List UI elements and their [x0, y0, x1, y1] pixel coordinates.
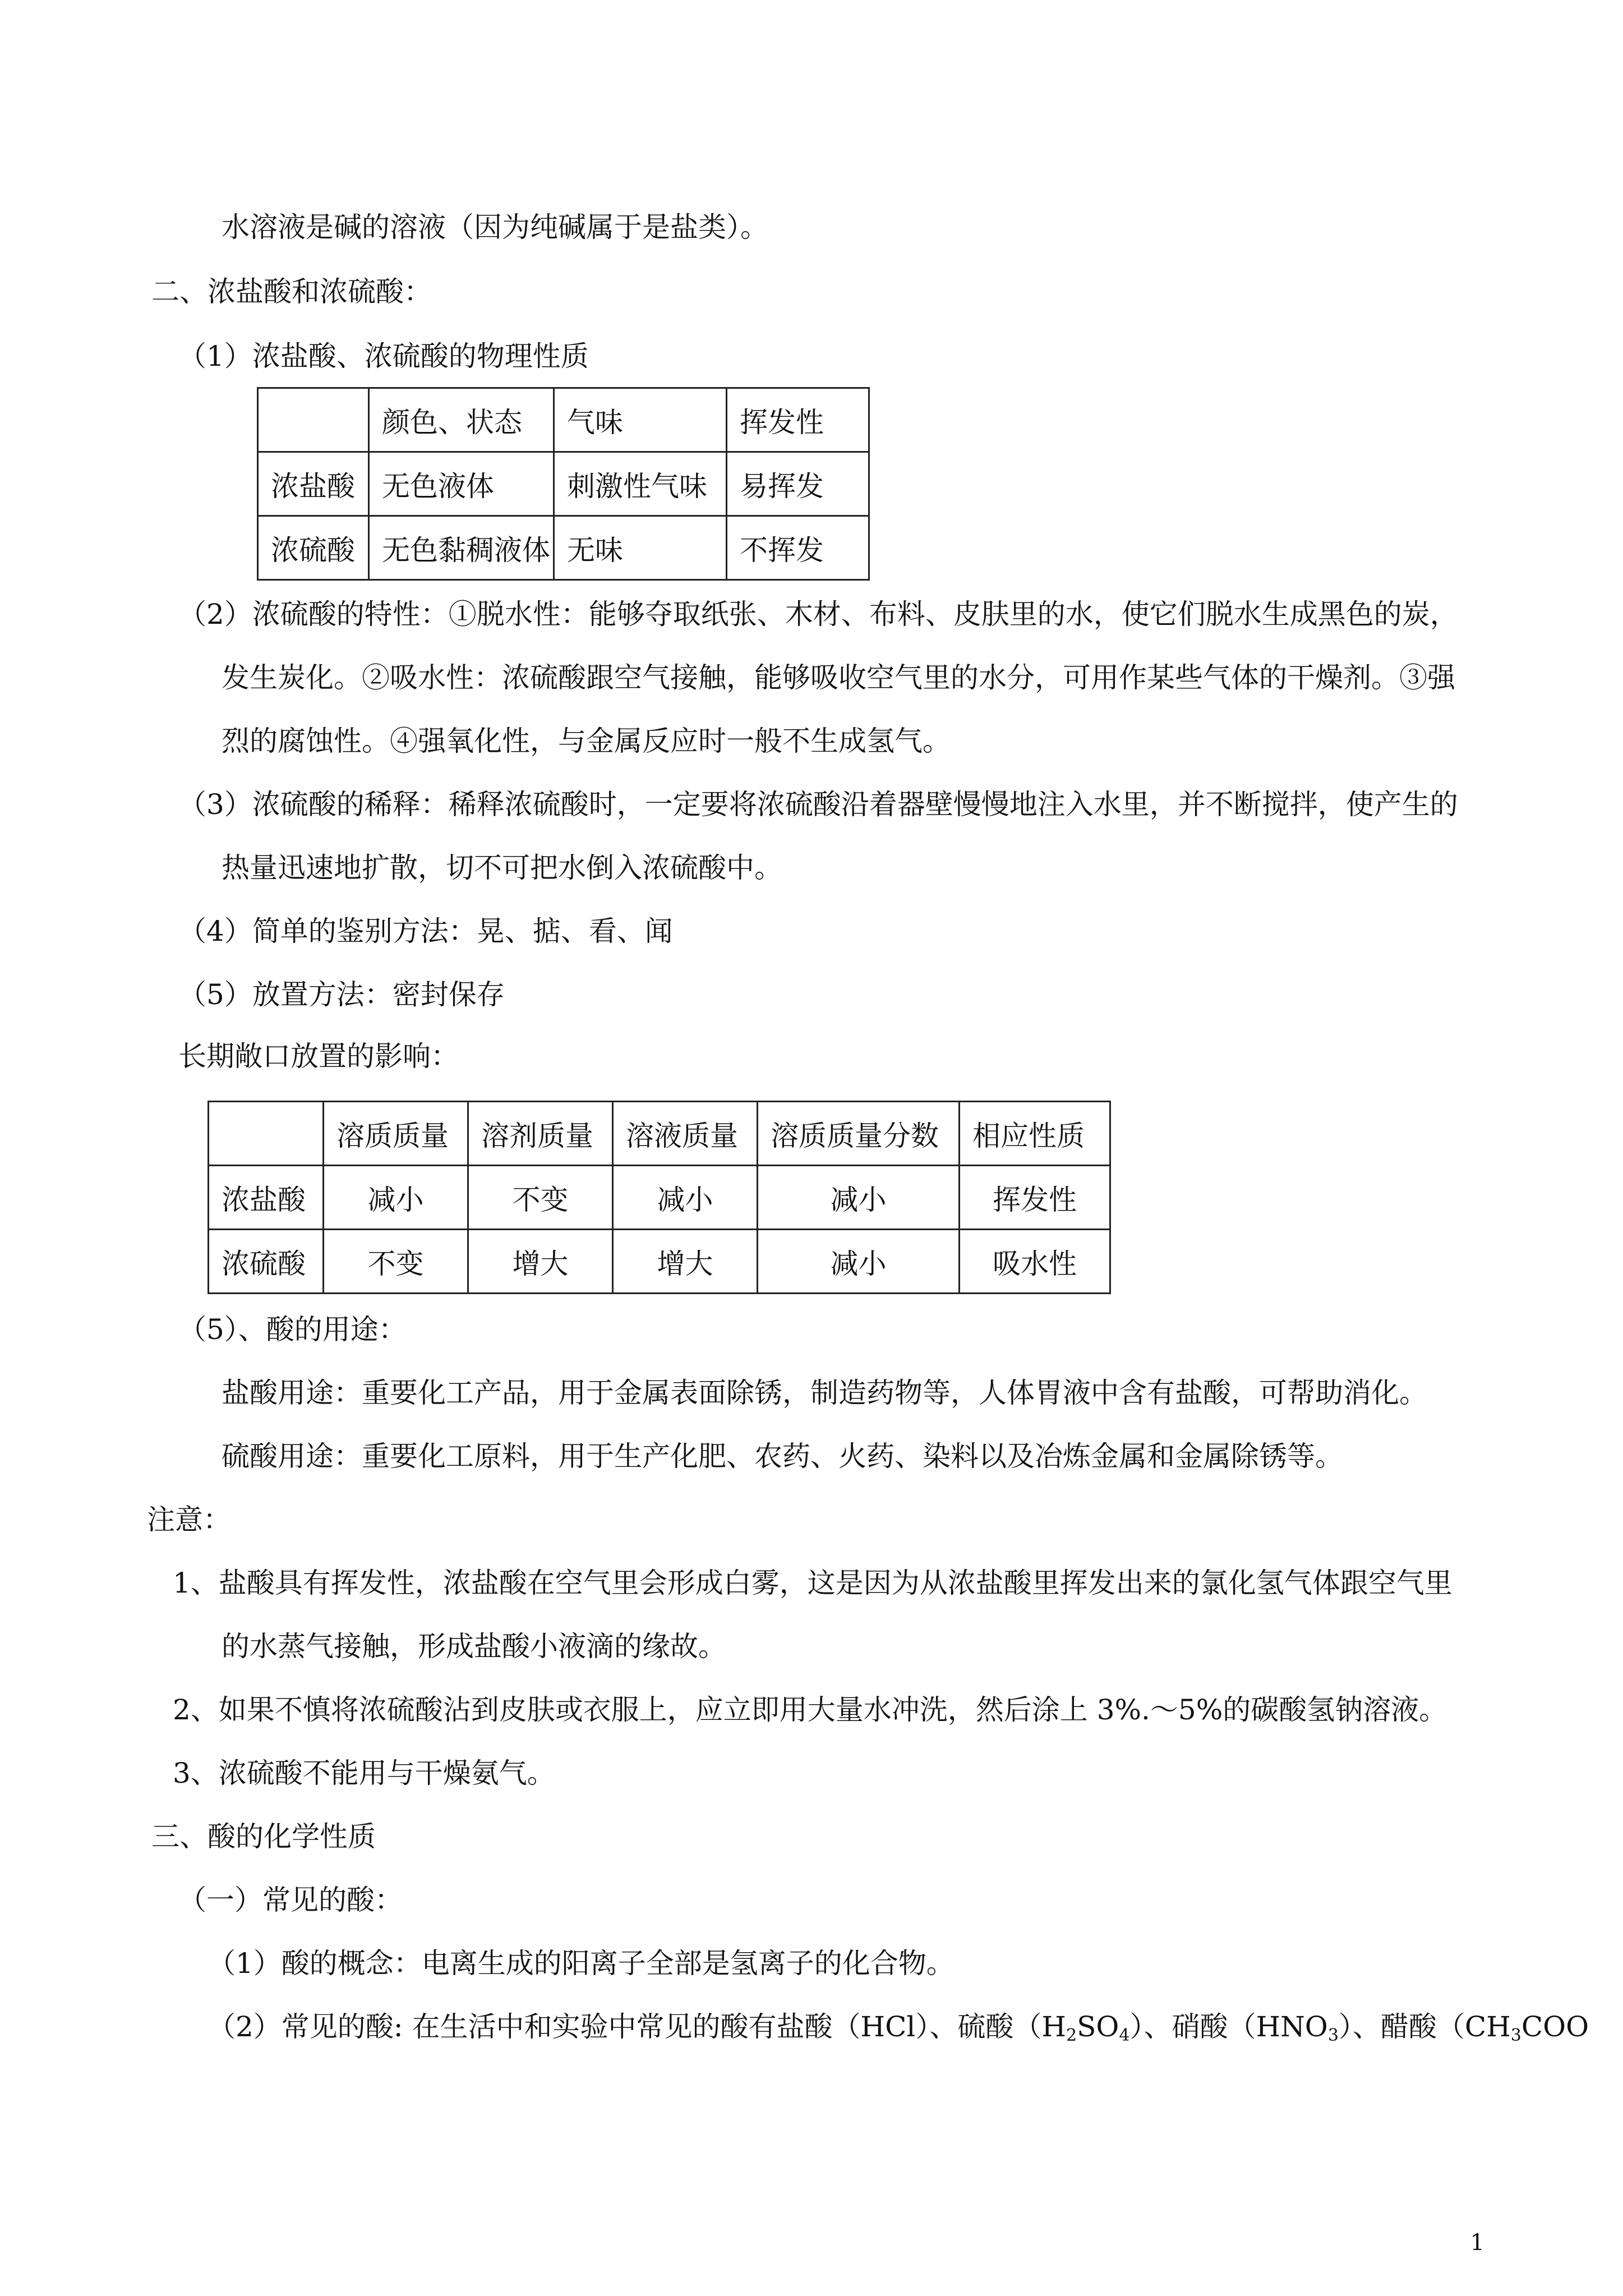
text-line: （1）酸的概念：电离生成的阳离子全部是氢离子的化合物。: [208, 1947, 955, 1980]
text-line: （4）简单的鉴别方法：晃、掂、看、闻: [178, 915, 673, 947]
text-line: 2、如果不慎将浓硫酸沾到皮肤或衣服上，应立即用大量水冲洗，然后涂上 3%.～5%的碳酸氢钠溶液。: [173, 1694, 1447, 1726]
table-cell: 减小: [758, 1230, 960, 1294]
text-line: （3）浓硫酸的稀释：稀释浓硫酸时，一定要将浓硫酸沿着器壁慢慢地注入水里，并不断搅拌，使产生的: [178, 788, 1458, 821]
table-cell: 减小: [324, 1166, 468, 1230]
table-cell: 相应性质: [960, 1102, 1110, 1166]
table-cell: 增大: [613, 1230, 758, 1294]
table-row: [258, 516, 869, 580]
text-line: 1、盐酸具有挥发性，浓盐酸在空气里会形成白雾，这是因为从浓盐酸里挥发出来的氯化氢气体跟空气里: [173, 1567, 1453, 1599]
table-cell: 增大: [468, 1230, 613, 1294]
table-cell: 不变: [324, 1230, 468, 1294]
text-line: （5）、酸的用途：: [178, 1313, 407, 1346]
text-fragment: COO: [1521, 2010, 1589, 2043]
table-cell: 吸水性: [960, 1230, 1110, 1294]
table-cell: 溶剂质量: [468, 1102, 613, 1166]
text-line: 3、浓硫酸不能用与干燥氨气。: [173, 1757, 555, 1789]
table-cell: 减小: [758, 1166, 960, 1230]
table-cell: 溶质质量: [324, 1102, 468, 1166]
text-line: 发生炭化。②吸水性：浓硫酸跟空气接触，能够吸收空气里的水分，可用作某些气体的干燥剂。③强: [222, 661, 1455, 694]
table-cell: 无味: [554, 516, 727, 580]
table-cell: 无色黏稠液体: [369, 516, 554, 580]
table-cell: 减小: [613, 1166, 758, 1230]
table-cell: [258, 388, 369, 452]
table-cell: 浓盐酸: [258, 452, 369, 516]
table-cell: 不变: [468, 1166, 613, 1230]
subscript: 4: [1119, 2026, 1130, 2045]
subscript: 3: [1510, 2026, 1521, 2045]
physical-properties-table: [257, 387, 870, 581]
table-cell: 浓硫酸: [209, 1230, 324, 1294]
note-heading: 注意：: [147, 1503, 231, 1536]
section-heading: 二、浓盐酸和浓硫酸：: [151, 275, 432, 308]
text-line: 水溶液是碱的溶液（因为纯碱属于是盐类）。: [222, 211, 768, 243]
table-row: [258, 452, 869, 516]
table-cell: 刺激性气味: [554, 452, 727, 516]
text-line: 的水蒸气接触，形成盐酸小液滴的缘故。: [222, 1630, 726, 1663]
table-cell: 溶质质量分数: [758, 1102, 960, 1166]
subheading: （一）常见的酸：: [178, 1884, 403, 1916]
text-line: （5）放置方法：密封保存: [178, 978, 505, 1011]
text-line: [208, 2010, 1589, 2045]
text-line: 热量迅速地扩散，切不可把水倒入浓硫酸中。: [222, 852, 782, 884]
table-cell: 挥发性: [960, 1166, 1110, 1230]
open-storage-effects-table: [208, 1101, 1111, 1294]
text-line: 烈的腐蚀性。④强氧化性，与金属反应时一般不生成氢气。: [222, 725, 951, 757]
table-cell: 挥发性: [727, 388, 869, 452]
subscript: 2: [1066, 2026, 1077, 2045]
text-fragment: ）、硝酸（HNO: [1129, 2010, 1328, 2043]
text-fragment: SO: [1077, 2010, 1119, 2043]
table-cell: 颜色、状态: [369, 388, 554, 452]
subscript: 3: [1327, 2026, 1339, 2045]
table-row: [209, 1166, 1110, 1230]
text-line: 盐酸用途：重要化工产品，用于金属表面除锈，制造药物等，人体胃液中含有盐酸，可帮助消化。: [222, 1377, 1427, 1409]
table-cell: 浓盐酸: [209, 1166, 324, 1230]
subheading: （1）浓盐酸、浓硫酸的物理性质: [178, 340, 589, 372]
table-cell: 无色液体: [369, 452, 554, 516]
section-heading: 三、酸的化学性质: [151, 1820, 376, 1853]
table-cell: 气味: [554, 388, 727, 452]
table-row: [258, 388, 869, 452]
table-cell: 不挥发: [727, 516, 869, 580]
table-cell: 溶液质量: [613, 1102, 758, 1166]
table-row: [209, 1230, 1110, 1294]
table-cell: 浓硫酸: [258, 516, 369, 580]
text-fragment: ）、醋酸（CH: [1338, 2010, 1511, 2043]
text-line: 硫酸用途：重要化工原料，用于生产化肥、农药、火药、染料以及冶炼金属和金属除锈等。: [222, 1440, 1343, 1473]
table-cell: 易挥发: [727, 452, 869, 516]
text-fragment: （2）常见的酸: 在生活中和实验中常见的酸有盐酸（HCl）、硫酸（H: [208, 2010, 1067, 2043]
text-line: 长期敞口放置的影响：: [178, 1040, 459, 1073]
table-row: [209, 1102, 1110, 1166]
text-line: （2）浓硫酸的特性：①脱水性：能够夺取纸张、木材、布料、皮肤里的水，使它们脱水生成黑色的炭，: [178, 598, 1458, 631]
table-cell: [209, 1102, 324, 1166]
page-number: 1: [1470, 2230, 1484, 2256]
